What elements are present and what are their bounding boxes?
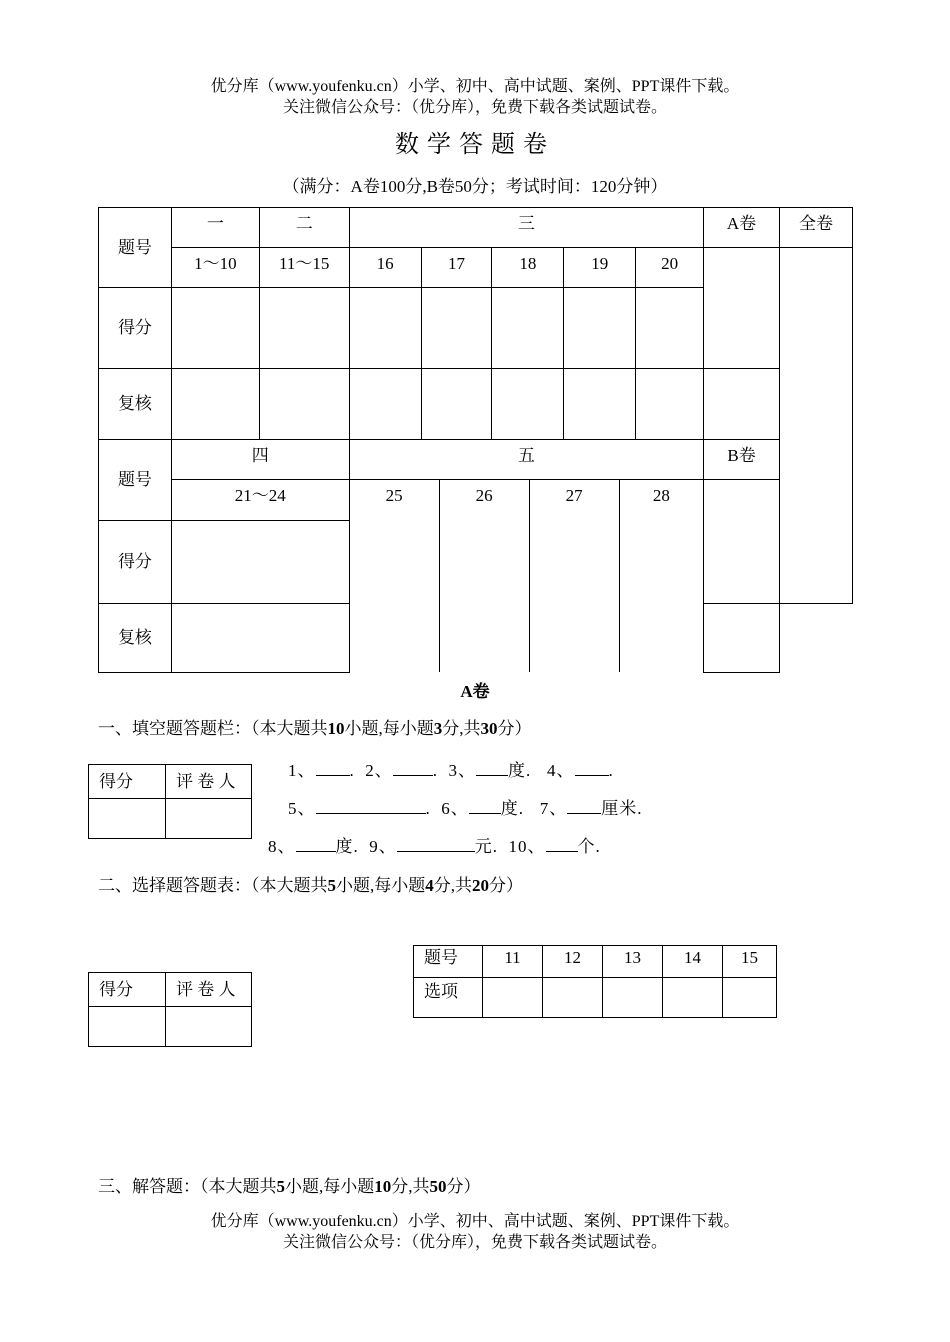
choice-answer-cell[interactable] (663, 978, 723, 1018)
blank-9[interactable] (397, 835, 475, 852)
section-1-count: 10 (327, 719, 345, 738)
q-19-header (564, 248, 636, 288)
choice-table (413, 945, 777, 1018)
grader-name-cell[interactable] (166, 1007, 252, 1047)
grader-box-score-label: 得分 (89, 765, 166, 799)
q-25-header (350, 480, 440, 520)
q-25-28-subtable (350, 480, 703, 520)
section-2-suffix: 分） (489, 876, 523, 895)
blank-2[interactable] (393, 759, 433, 776)
section-2-mid1: 小题,每小题 (336, 876, 426, 895)
choice-option-label: 选项 (424, 982, 458, 1001)
blank-5[interactable] (316, 797, 426, 814)
score-cell[interactable] (636, 288, 704, 369)
score-cell[interactable] (529, 520, 619, 603)
q-27-label: 27 (565, 486, 583, 505)
b-paper-header (704, 440, 780, 480)
grader-box-grader-label: 评 卷 人 (166, 765, 252, 799)
score-cell[interactable] (439, 520, 529, 603)
section-2-per: 4 (425, 876, 434, 895)
score-cell[interactable] (349, 288, 421, 369)
fuhe-label-1: 复核 (99, 369, 172, 440)
whole-paper-header (780, 208, 853, 248)
section-2-mid2: 分,共 (433, 876, 472, 895)
section-1-prefix: 一、填空题答题栏：（本大题共 (98, 719, 328, 738)
choice-answer-cell[interactable] (603, 978, 663, 1018)
grader-box-2-grader-label: 评 卷 人 (166, 973, 252, 1007)
blank-6[interactable] (469, 797, 501, 814)
choice-tihao-label: 题号 (424, 948, 458, 967)
section-3-mid2: 分,共 (391, 1177, 430, 1196)
q-26-header (439, 480, 529, 520)
blank-9-label: 度. 9、 (335, 837, 397, 856)
defen-label-1: 得分 (99, 288, 172, 369)
blank-7[interactable] (567, 797, 601, 814)
section-2-heading (98, 871, 523, 896)
review-cell[interactable] (421, 369, 492, 440)
score-cell[interactable] (259, 288, 349, 369)
q-25-label: 25 (385, 486, 403, 505)
q-21-24-label: 21～24 (234, 486, 286, 505)
review-cell[interactable] (619, 603, 703, 672)
review-cell[interactable] (349, 369, 421, 440)
review-cell[interactable] (350, 603, 440, 672)
q-21-24-header (171, 480, 349, 521)
fill-line-2 (288, 794, 643, 819)
review-cell[interactable] (171, 603, 349, 672)
review-cell[interactable] (259, 369, 349, 440)
part-3-header (349, 208, 703, 248)
q-1-10-label: 1～10 (194, 254, 237, 273)
section-1-mid2: 分,共 (442, 719, 481, 738)
choice-q14-label: 14 (684, 948, 701, 967)
review-cell[interactable] (636, 369, 704, 440)
blank-3[interactable] (476, 759, 508, 776)
b-paper-label: B卷 (727, 446, 756, 465)
choice-q15-header (723, 946, 777, 978)
part-4-header (171, 440, 349, 480)
footer-line-1: 优分库（www.youfenku.cn）小学、初中、高中试题、案例、PPT课件下载。 (210, 1213, 740, 1230)
choice-q12-header (543, 946, 603, 978)
review-cell[interactable] (171, 369, 259, 440)
q-18-header (492, 248, 564, 288)
q-20-header (636, 248, 704, 288)
grader-score-cell[interactable] (89, 1007, 166, 1047)
q-1-10-header (171, 248, 259, 288)
section-3-count: 5 (276, 1177, 285, 1196)
q-18-label: 18 (519, 254, 537, 273)
part-3-label: 三 (517, 214, 535, 233)
q-17-label: 17 (447, 254, 465, 273)
review-cell[interactable] (564, 369, 636, 440)
a-paper-score-cell[interactable] (704, 248, 780, 369)
score-cell[interactable] (421, 288, 492, 369)
q-28-label: 28 (652, 486, 670, 505)
grader-name-cell[interactable] (166, 799, 252, 839)
choice-q11-label: 11 (504, 948, 521, 967)
blank-8-label: 8、 (268, 837, 296, 856)
review-cell[interactable] (439, 603, 529, 672)
choice-option-header (414, 978, 483, 1018)
part-5-label: 五 (517, 446, 535, 465)
section-2-count: 5 (327, 876, 336, 895)
blank-3-label: . 3、 (432, 761, 476, 780)
section-1-total: 30 (480, 719, 498, 738)
a-paper-review-cell[interactable] (704, 369, 780, 440)
section-3-heading (98, 1172, 481, 1197)
blank-7-label: 度. 7、 (500, 799, 568, 818)
score-cells-25-28 (349, 520, 703, 603)
review-cells-25-28 (349, 603, 703, 672)
q-11-15-header (259, 248, 349, 288)
choice-answer-cell[interactable] (723, 978, 777, 1018)
blank-5-label: 5、 (288, 799, 316, 818)
page-title: 数学答题卷 (395, 132, 555, 158)
line-3-end: 个. (577, 837, 601, 856)
score-cell[interactable] (619, 520, 703, 603)
tihao-label-2: 题号 (99, 440, 172, 521)
tihao-label: 题号 (99, 208, 172, 288)
footer-line-2: 关注微信公众号：（优分库），免费下载各类试题试卷。 (282, 1234, 667, 1251)
section-3-per: 10 (374, 1177, 392, 1196)
header-line-1: 优分库（www.youfenku.cn）小学、初中、高中试题、案例、PPT课件下载。 (210, 78, 740, 95)
section-1-suffix: 分） (497, 719, 532, 738)
q-17-header (421, 248, 492, 288)
grader-box-2-score-label: 得分 (89, 973, 166, 1007)
score-cell[interactable] (171, 288, 259, 369)
fill-line-1 (288, 756, 614, 781)
blank-10-label: 元. 10、 (474, 837, 546, 856)
blank-6-label: . 6、 (425, 799, 469, 818)
section-3-prefix: 三、解答题：（本大题共 (98, 1177, 277, 1196)
fill-line-3 (268, 832, 601, 857)
choice-q14-header (663, 946, 723, 978)
header-line-2: 关注微信公众号：（优分库），免费下载各类试题试卷。 (282, 99, 667, 116)
part-4-label: 四 (251, 446, 269, 465)
score-table (98, 207, 853, 673)
choice-answer-cell[interactable] (483, 978, 543, 1018)
review-subtable (350, 603, 703, 672)
choice-q13-header (603, 946, 663, 978)
blank-1[interactable] (316, 759, 350, 776)
score-cell[interactable] (350, 520, 440, 603)
choice-q11-header (483, 946, 543, 978)
q-19-label: 19 (591, 254, 609, 273)
score-cell[interactable] (171, 520, 349, 603)
score-subtable (350, 520, 703, 603)
a-paper-heading: A卷 (460, 682, 490, 701)
score-cell[interactable] (492, 288, 564, 369)
section-1-heading (98, 714, 532, 739)
section-1-per: 3 (433, 719, 443, 738)
line-1-end: . (608, 761, 614, 780)
choice-q15-label: 15 (741, 948, 758, 967)
blank-4[interactable] (575, 759, 609, 776)
section-3-mid1: 小题,每小题 (285, 1177, 375, 1196)
review-cell[interactable] (529, 603, 619, 672)
section-3-suffix: 分） (446, 1177, 481, 1196)
grader-box-2 (88, 972, 252, 1047)
whole-paper-label: 全卷 (799, 214, 833, 233)
grader-score-cell[interactable] (89, 799, 166, 839)
part-1-header (171, 208, 259, 248)
part-5-header (349, 440, 703, 480)
part-1-label: 一 (206, 214, 224, 233)
line-2-end: 厘米. (601, 799, 643, 818)
q-25-28-header-group (349, 480, 703, 521)
q-27-header (529, 480, 619, 520)
fuhe-label-2: 复核 (99, 603, 172, 672)
whole-paper-score-cell[interactable] (780, 248, 853, 604)
blank-2-label: . 2、 (349, 761, 393, 780)
q-11-15-label: 11～15 (279, 254, 330, 273)
section-1-mid1: 小题,每小题 (344, 719, 434, 738)
choice-answer-cell[interactable] (543, 978, 603, 1018)
b-paper-score-cell[interactable] (704, 480, 780, 604)
grader-box-1 (88, 764, 252, 839)
section-2-prefix: 二、选择题答题表：（本大题共 (98, 876, 328, 895)
choice-q13-label: 13 (624, 948, 641, 967)
section-3-total: 50 (429, 1177, 447, 1196)
choice-tihao-header (414, 946, 483, 978)
section-2-total: 20 (472, 876, 489, 895)
q-20-label: 20 (661, 254, 679, 273)
page-subtitle: （满分：A卷100分,B卷50分；考试时间：120分钟） (282, 177, 668, 196)
score-cell[interactable] (564, 288, 636, 369)
review-cell[interactable] (492, 369, 564, 440)
b-paper-review-cell[interactable] (704, 603, 780, 672)
q-26-label: 26 (475, 486, 493, 505)
blank-4-label: 度. 4、 (508, 761, 575, 780)
q-28-header (619, 480, 703, 520)
a-paper-header (704, 208, 780, 248)
a-paper-label: A卷 (726, 214, 757, 233)
q-16-header (349, 248, 421, 288)
part-2-label: 二 (295, 214, 313, 233)
defen-label-2: 得分 (99, 520, 172, 603)
choice-q12-label: 12 (564, 948, 581, 967)
blank-8[interactable] (296, 835, 336, 852)
blank-1-label: 1、 (288, 761, 316, 780)
q-16-label: 16 (376, 254, 394, 273)
blank-10[interactable] (546, 835, 578, 852)
part-2-header (259, 208, 349, 248)
